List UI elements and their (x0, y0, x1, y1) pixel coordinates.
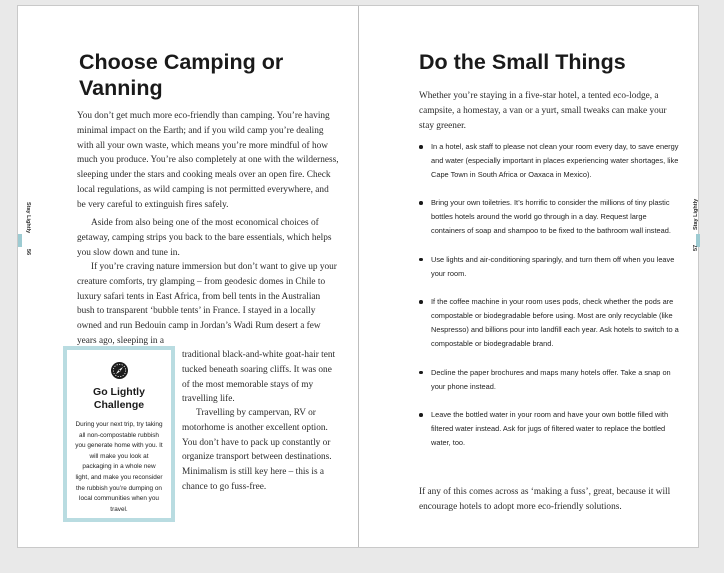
bullet-icon (419, 413, 423, 417)
left-paragraph-1: You don’t get much more eco-friendly than camping. You’re having minimal impact on the Earth; and if you wild camp you’re dealing with all your own waste, which means you’re more mindful of how much you produce. You’re also completely at one with the wilderness, sleeping under the stars and cooking meals over an open fire. Check local regulations, as wild camping is not permitted everywhere, and be very careful to extinguish fires safely. (77, 111, 339, 210)
right-running-head: Stay Lightly (693, 198, 699, 230)
tip-text: In a hotel, ask staff to please not clean your room every day, to save energy and water (especially important in places experiencing water shortages, like Cape Town in South Africa or Oaxaca in Mexico). (431, 142, 679, 179)
right-intro-paragraph: Whether you’re staying in a five-star hotel, a tented eco-lodge, a campsite, a homestay, a van or a yurt, small tweaks can make your stay greener. (419, 91, 667, 131)
right-page-title: Do the Small Things (419, 50, 626, 74)
list-item (419, 196, 681, 238)
compass-icon (111, 362, 128, 379)
bullet-icon (419, 145, 423, 149)
left-page-number: 56 (25, 249, 31, 256)
tip-text: Use lights and air-conditioning sparingly, and turn them off when you leave your room. (431, 254, 675, 278)
list-item (419, 366, 681, 394)
bullet-icon (419, 201, 423, 205)
left-paragraph-4: Travelling by campervan, RV or motorhome is another excellent option. You don’t have to pack up constantly or organize transport between destinations. Minimalism is still key here – this is a chance to go fuss-free. (182, 408, 332, 492)
left-paragraph-3: If you’re craving nature immersion but don’t want to give up your creature comforts, try glamping – from geodesic domes in Chile to luxury safari tents in East Africa, from bell tents in the Australian bush to transparent ‘bubble tents’ in France. I stayed in a locally owned and run Bedouin camp in Jordan’s Wadi Rum desert a few years ago, sleeping in a (77, 262, 337, 346)
left-paragraph-2: Aside from also being one of the most economical choices of getaway, camping strips you back to the bare essentials, which helps you slow down and tune in. (77, 218, 332, 258)
left-thumb-tab (18, 234, 22, 247)
list-item (419, 140, 681, 182)
right-page (359, 6, 700, 547)
bullet-icon (419, 371, 423, 375)
left-page-title: Choose Camping or Vanning (79, 50, 284, 100)
left-paragraph-3-continued: traditional black-and-white goat-hair tent tucked beneath soaring cliffs. It was one of the most memorable stays of my travelling life. (182, 350, 336, 405)
tip-text: Decline the paper brochures and maps many hotels offer. Take a snap on your phone instead. (431, 367, 671, 391)
bullet-icon (419, 258, 423, 262)
book-spread (17, 5, 699, 548)
list-item (419, 408, 681, 450)
tips-list (419, 140, 681, 464)
tip-text: If the coffee machine in your room uses pods, check whether the pods are compostable or biodegradable before using. Most are only recyclable (like Nespresso) and billions pour into landfill each year. Ask hotels to switch to a compostable or biodegradable brand. (431, 297, 679, 349)
list-item (419, 253, 681, 281)
right-closing-paragraph: If any of this comes across as ‘making a fuss’, great, because it will encourage hotels to adopt more eco-friendly solutions. (419, 487, 671, 512)
left-page (18, 6, 358, 547)
challenge-title: Go Lightly Challenge (93, 386, 145, 411)
list-item (419, 295, 681, 351)
bullet-icon (419, 300, 423, 304)
tip-text: Bring your own toiletries. It’s horrific to consider the millions of tiny plastic bottles hotels around the world go through in a day. Request large containers of soap and shampoo to be fixed to the bathroom wall instead. (431, 198, 671, 236)
right-page-number: 57 (693, 244, 699, 251)
challenge-text: During your next trip, try taking all non-compostable rubbish you generate home with you. It will make you look at packaging in a whole new light, and make you reconsider the rubbish you’re dumping on local communities when you travel. (75, 421, 163, 513)
tip-text: Leave the bottled water in your room and have your own bottle filled with filtered water instead. Ask for jugs of filtered water to replace the bottled water, too. (431, 409, 669, 447)
left-running-head: Stay Lightly (25, 202, 31, 234)
go-lightly-challenge-box (63, 346, 175, 522)
